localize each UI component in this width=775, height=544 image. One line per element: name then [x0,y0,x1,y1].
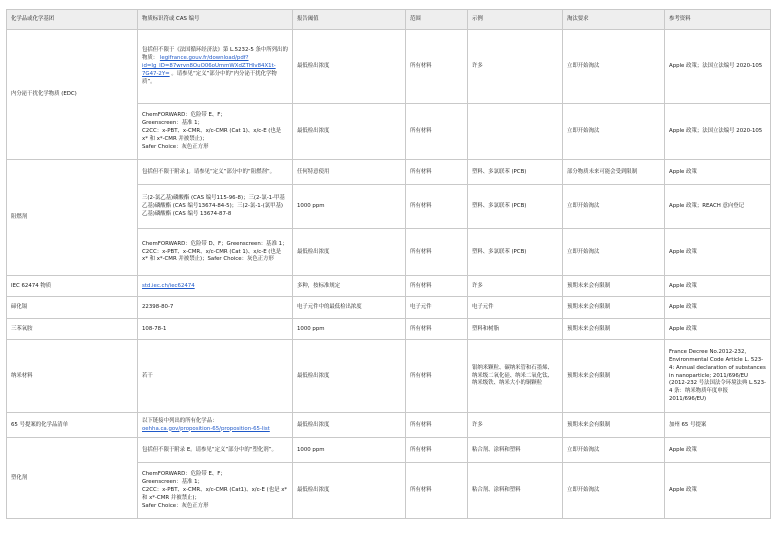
table-row [7,340,771,413]
threshold-cell: 1000 ppm [293,185,406,229]
prop65-list-link[interactable]: oehha.ca.gov/proposition-65/proposition-65-list [142,425,270,432]
identifier-cell [138,276,293,297]
group-cell-plasticizers: 塑化剂 [7,438,138,519]
example-cell [468,104,563,160]
scope-cell: 所有材料 [406,463,468,519]
reference-cell: Apple 政策 [665,463,771,519]
scope-cell: 所有材料 [406,413,468,438]
group-cell-nanomaterials: 纳米材料 [7,340,138,413]
group-cell-triphenyl: 三苯氧胺 [7,319,138,340]
reference-cell: Apple 政策；法国立法编号 2020-105 [665,30,771,104]
phaseout-cell: 预期未来会有限制 [563,413,665,438]
identifier-line: Greenscreen：基准 1； [142,120,203,127]
threshold-cell: 任何特意使用 [293,160,406,185]
legifrance-link[interactable]: legifrance.gouv.fr/download/pdf?id=Ig_ID=87wrvn8OuO06oUmmWXdZTHlv84X1t-7G47-2Y= [142,55,276,77]
identifier-cell [138,104,293,160]
identifier-cell: 包括但不限于附录 E。请参见“定义”部分中的“塑化剂”。 [138,438,293,463]
scope-cell: 所有材料 [406,30,468,104]
phaseout-cell: 预期未来会有限制 [563,276,665,297]
identifier-text: 。请参见“定义”部分中的“内分泌干扰化学物质”。 [142,70,277,85]
threshold-cell: 1000 ppm [293,319,406,340]
header-phaseout: 淘汰要求 [563,10,665,30]
group-cell-iec: IEC 62474 物质 [7,276,138,297]
scope-cell: 电子元件 [406,297,468,319]
reference-cell: Apple 政策；法国立法编号 2020-105 [665,104,771,160]
identifier-line: Safer Choice：灰色正方形 [142,502,209,509]
reference-cell: Apple 政策 [665,160,771,185]
identifier-cell [138,30,293,104]
identifier-cell: 22398-80-7 [138,297,293,319]
group-cell-prop65: 65 号提案的化学品清单 [7,413,138,438]
scope-cell: 所有材料 [406,160,468,185]
header-scope: 范围 [406,10,468,30]
table-row [7,276,771,297]
reference-cell: Apple 政策 [665,229,771,276]
example-cell: 许多 [468,413,563,438]
header-example: 示例 [468,10,563,30]
identifier-cell: 包括但不限于附录 J。请参见“定义”部分中的“阻燃剂”。 [138,160,293,185]
scope-cell: 所有材料 [406,340,468,413]
reference-cell: Apple 政策 [665,276,771,297]
scope-cell: 所有材料 [406,104,468,160]
table-row [7,413,771,438]
example-cell: 许多 [468,30,563,104]
identifier-text: 以下链接中列出的所有化学品： [142,417,218,424]
identifier-line: Greenscreen：基准 1； [142,479,203,486]
scope-cell: 所有材料 [406,185,468,229]
header-chemical-group: 化学品或化学基团 [7,10,138,30]
example-cell: 塑料和树脂 [468,319,563,340]
example-cell: 塑料、多氯联苯 (PCB) [468,229,563,276]
table-header-row [7,10,771,30]
phaseout-cell: 立即开始淘汰 [563,463,665,519]
reference-cell: Apple 政策 [665,319,771,340]
group-cell-flame-retardants: 阻燃剂 [7,160,138,276]
header-threshold: 报告阈值 [293,10,406,30]
identifier-cell: 三(2-氯乙基)磷酸酯 (CAS 编号115-96-8)；三(2-氯-1-甲基乙基)磷酸酯 (CAS 编号13674-84-5)；三(2-氯-1-(氯甲基)乙基)磷酸酯 (CAS 编号 13674-87-8 [138,185,293,229]
phaseout-cell: 立即开始淘汰 [563,185,665,229]
group-cell-edc: 内分泌干扰化学物质 (EDC) [7,30,138,160]
phaseout-cell: 立即开始淘汰 [563,229,665,276]
identifier-cell [138,463,293,519]
scope-cell: 所有材料 [406,438,468,463]
scope-cell: 所有材料 [406,276,468,297]
example-cell: 电子元件 [468,297,563,319]
scope-cell: 所有材料 [406,229,468,276]
phaseout-cell: 预期未来会有限制 [563,319,665,340]
identifier-line: C2CC：x-PBT、x-CMR、x/c-CMR (Cat 1)、x/c-E (也是 x* 和 x*-CMR 并被禁止)； [142,128,282,142]
identifier-line: Safer Choice：灰色正方形 [142,143,209,150]
phaseout-cell: 预期未来会有限制 [563,340,665,413]
example-cell: 粘合剂、涂料和塑料 [468,438,563,463]
reference-cell: 加州 65 号提案 [665,413,771,438]
example-cell: 银纳米颗粒、碳纳米管和石墨烯、纳米级二氧化硅、纳米二氧化钛、纳米级铁、纳米大小的铜颗粒 [468,340,563,413]
iec-standard-link[interactable]: std.iec.ch/iec62474 [142,282,195,289]
threshold-cell: 最低检出浓度 [293,463,406,519]
table-row [7,30,771,104]
table-row [7,438,771,463]
identifier-cell [138,413,293,438]
threshold-cell: 最低检出浓度 [293,30,406,104]
reference-cell: Apple 政策；REACH 意向登记 [665,185,771,229]
phaseout-cell: 立即开始淘汰 [563,30,665,104]
identifier-line: ChemFORWARD：危险带 E、F； [142,112,226,119]
phaseout-cell: 部分物质未来可能会受到限制 [563,160,665,185]
example-cell: 许多 [468,276,563,297]
table-row [7,319,771,340]
threshold-cell: 最低检出浓度 [293,340,406,413]
threshold-cell: 最低检出浓度 [293,229,406,276]
threshold-cell: 1000 ppm [293,438,406,463]
chemical-restrictions-table [6,9,771,519]
header-identifier: 物质标识符或 CAS 编号 [138,10,293,30]
scope-cell: 所有材料 [406,319,468,340]
reference-cell: France Decree No.2012-232，Environmental Code Article L. 523-4: Annual declaration of substances in nanoparticle; 2011/696/EU (2012-232 号法国法令环境法典 L.523-4 条：纳米物质年度申报 2011/696/EU) [665,340,771,413]
threshold-cell: 电子元件中的最低检出浓度 [293,297,406,319]
reference-cell: Apple 政策 [665,438,771,463]
example-cell: 塑料、多氯联苯 (PCB) [468,185,563,229]
example-cell: 粘合剂、涂料和塑料 [468,463,563,519]
reference-cell: Apple 政策 [665,297,771,319]
header-reference: 参考资料 [665,10,771,30]
phaseout-cell: 预期未来会有限制 [563,297,665,319]
threshold-cell: 多种，按标准规定 [293,276,406,297]
phaseout-cell: 立即开始淘汰 [563,438,665,463]
identifier-line: C2CC：x-PBT、x-CMR、x/c-CMR (Cat1)、x/c-E (也是 x* 和 x*-CMR 并被禁止)； [142,487,288,501]
table-row [7,297,771,319]
group-cell-tellurium: 碲化镉 [7,297,138,319]
phaseout-cell: 立即开始淘汰 [563,104,665,160]
identifier-line: ChemFORWARD：危险带 E、F； [142,471,226,478]
threshold-cell: 最低检出浓度 [293,104,406,160]
identifier-cell: 108-78-1 [138,319,293,340]
threshold-cell: 最低检出浓度 [293,413,406,438]
identifier-cell: ChemFORWARD：危险带 D、F；Greenscreen：基准 1；C2CC：x-PBT、x-CMR、x/c-CMR (Cat 1)、x/c-E (也是 x* 和 x*-CMR 并被禁止)；Safer Choice：灰色正方形 [138,229,293,276]
identifier-text: 包括但不限于《法国循环经济法》第 L.5232-5 条中所列出的物质： [142,47,288,62]
example-cell: 塑料、多氯联苯 (PCB) [468,160,563,185]
table-row [7,160,771,185]
identifier-cell: 若干 [138,340,293,413]
